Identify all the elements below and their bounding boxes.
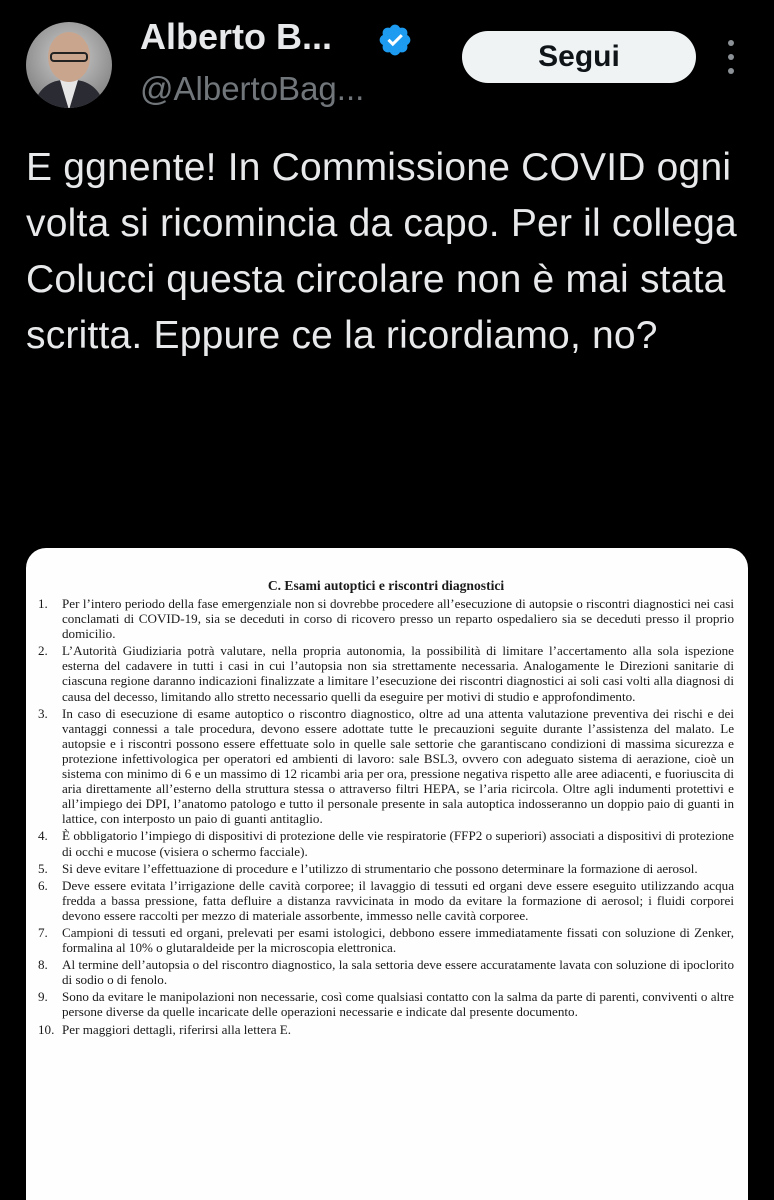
item-number: 4. <box>38 828 48 844</box>
item-number: 8. <box>38 957 48 973</box>
item-text: Per l’intero periodo della fase emergenziale non si dovrebbe procedere all’esecuzione di autopsie o riscontri diagnostici nei casi conclamati di COVID-19, sia se deceduti in corso di ricovero presso un reparto ospedaliero sia se deceduti presso il proprio domicilio. <box>62 596 734 642</box>
document-item <box>38 925 734 955</box>
item-text: Si deve evitare l’effettuazione di procedure e l’utilizzo di strumentario che possono determinare la formazione di aerosol. <box>62 860 698 876</box>
document-item <box>38 596 734 641</box>
follow-button[interactable]: Segui <box>462 31 696 83</box>
document-title: C. Esami autoptici e riscontri diagnostici <box>267 578 505 593</box>
document-list <box>38 596 734 1037</box>
item-text: Deve essere evitata l’irrigazione delle cavità corporee; il lavaggio di tessuti ed organi deve essere eseguito utilizzando acqua fredda a bassa pressione, fatta defluire a distanza ravvicinata in modo da evitare la formazione di aerosol; i fluidi corporei devono essere raccolti per mezzo di materiale assorbente, immesso nelle cavità corporee. <box>62 877 734 923</box>
item-number: 3. <box>38 705 48 721</box>
tweet-text: E ggnente! In Commissione COVID ogni volta si ricomincia da capo. Per il collega Colucci questa circolare non è mai stata scritta. Eppure ce la ricordiamo, no? <box>26 146 737 357</box>
document-item <box>38 643 734 703</box>
item-text: Per maggiori dettagli, riferirsi alla lettera E. <box>62 1021 292 1037</box>
item-number: 10. <box>38 1021 55 1037</box>
item-text: Campioni di tessuti ed organi, prelevati per esami istologici, debbono essere immediatamente fissati con soluzione di Zenker, formalina al 10% o glutaraldeide per la microscopia elettronica. <box>62 924 734 956</box>
avatar-glasses <box>50 52 88 62</box>
more-dot <box>728 40 734 46</box>
item-number: 2. <box>38 643 48 659</box>
document-item <box>38 957 734 987</box>
verified-badge-icon <box>377 22 413 58</box>
more-dot <box>728 68 734 74</box>
item-number: 1. <box>38 596 48 611</box>
document-item <box>38 706 734 827</box>
item-number: 5. <box>38 860 48 876</box>
document-item <box>38 878 734 923</box>
author-handle[interactable]: @AlbertoBag... <box>140 70 365 107</box>
document-item <box>38 861 734 876</box>
document-item <box>38 828 734 858</box>
item-number: 6. <box>38 877 48 893</box>
item-number: 7. <box>38 924 48 940</box>
document-item <box>38 989 734 1019</box>
item-text: È obbligatorio l’impiego di dispositivi di protezione delle vie respiratorie (FFP2 o superiori) associati a dispositivi di protezione di occhi e mucose (visiera o schermo facciale). <box>62 828 734 859</box>
item-text: In caso di esecuzione di esame autoptico o riscontro diagnostico, oltre ad una attenta valutazione preventiva dei rischi e dei vantaggi connessi a tale procedura, devono essere adottate tutte le precauzioni seguite durante l’assistenza del malato. Le autopsie e i riscontri possono essere effettuate solo in quelle sale settorie che garantiscano condizioni di massima sicurezza e protezione infettivologica per operatori ed ambienti di lavoro: sale BSL3, ovvero con adeguato sistema di aerazione, cioè un sistema con minimo di 6 e un massimo di 12 ricambi aria per ora, pressione negativa rispetto alle aree adiacenti, e fuoriuscita di aria direttamente all’esterno della struttura stessa o attraverso filtri HEPA, se l’aria ricircola. Oltre agli indumenti protettivi e all’impiego dei DPI, l’anatomo patologo e tutto il personale presente in sala autoptica indosseranno un doppio paio di guanti in lattice, con interposto un paio di guanti antitaglio. <box>62 705 734 827</box>
attached-document-image[interactable] <box>26 548 748 1200</box>
author-avatar[interactable] <box>26 22 112 108</box>
document-item <box>38 1022 734 1037</box>
item-text: Sono da evitare le manipolazioni non necessarie, così come qualsiasi contatto con la salma da parte di parenti, conviventi o altre persone diverse da quelle incaricate delle operazioni necessarie e indicate dal presente documento. <box>62 989 734 1020</box>
item-number: 9. <box>38 989 48 1005</box>
item-text: L’Autorità Giudiziaria potrà valutare, nella propria autonomia, la possibilità di limitare l’accertamento alla sola ispezione esterna del cadavere in tutti i casi in cui l’autopsia non sia strettamente necessaria. Analogamente le Direzioni sanitarie di ciascuna regione daranno indicazioni finalizzate a limitare l’esecuzione dei riscontri diagnostici ai soli casi volti alla diagnosi di causa del decesso, limitando allo stretto necessario quelli da eseguire per motivi di studio e approfondimento. <box>62 643 734 704</box>
author-display-name[interactable]: Alberto B... <box>140 16 333 57</box>
item-text: Al termine dell’autopsia o del riscontro diagnostico, la sala settoria deve essere accuratamente lavata con soluzione di ipoclorito di sodio o di fenolo. <box>62 957 734 988</box>
more-dot <box>728 54 734 60</box>
more-options-icon[interactable] <box>725 40 737 74</box>
